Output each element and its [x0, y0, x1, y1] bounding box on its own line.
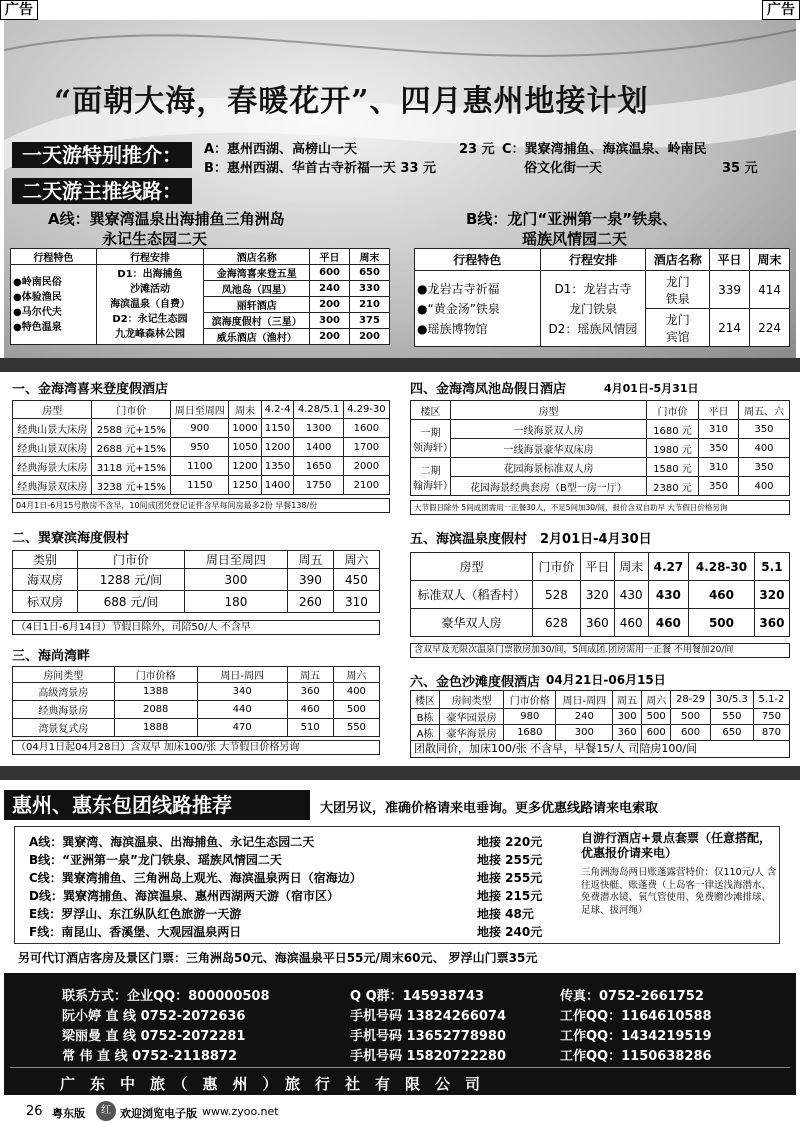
b-h-schedule: 行程安排 — [540, 249, 646, 271]
s6-h: 周六 — [642, 691, 671, 709]
a-h-hotel: 酒店名称 — [204, 249, 310, 265]
a-hotel-name: 威乐酒店（渔村） — [204, 329, 310, 345]
s3-cell: 400 — [333, 683, 379, 701]
s4-cell: 一线海景豪华双床房 — [451, 439, 647, 458]
s5-cell: 320 — [580, 581, 614, 609]
s5-cell: 460 — [614, 609, 648, 637]
s1-cell: 2588 元+15% — [92, 419, 171, 438]
line-a-table — [10, 248, 390, 345]
routes-side-title: 自游行酒店+景点套票（任意搭配，优惠报价请来电） — [581, 831, 772, 860]
s6-cell: 240 — [556, 709, 613, 725]
tickets-line: 另可代订酒店客房及景区门票：三角洲岛50元、海滨温泉平日55元/周末60元、 罗浮山门票35元 — [18, 951, 538, 965]
a-schedule: D1：出海捕鱼 沙滩活动 海滨温泉（自费） D2：永记生态园 九龙峰森林公园 — [96, 265, 204, 345]
a-hotel-name: 滨海度假村（三星） — [204, 313, 310, 329]
s6-cell: 300 — [613, 709, 642, 725]
s4-table — [410, 400, 790, 496]
one-day-a: A：惠州西湖、高榜山一天 — [204, 142, 358, 157]
b-hotel-weekend: 414 — [750, 271, 790, 309]
s6-h: 30/5.3 — [710, 691, 753, 709]
s5-cell: 360 — [580, 609, 614, 637]
s4-cell: 花园海景标准双人房 — [451, 458, 647, 477]
contact-text: 传真：0752-2661752 — [560, 989, 704, 1004]
route-price: 地接 215元 — [477, 889, 543, 903]
contact-text: 常 伟 直 线 0752-2118872 — [62, 1049, 237, 1064]
section-divider — [0, 766, 800, 780]
s5-h: 门市价 — [533, 553, 581, 581]
s4-h: 房型 — [451, 401, 647, 420]
s2-h: 周日至周四 — [184, 551, 287, 569]
s6-cell: 500 — [671, 709, 711, 725]
contact-text: 手机号码 15820722280 — [350, 1049, 507, 1064]
route-line: F线：南昆山、香溪堡、大观园温泉两日 — [29, 925, 242, 939]
a-hotel-weekday: 300 — [310, 313, 350, 329]
contact-text: 工作QQ：1150638286 — [560, 1049, 712, 1064]
s6-cell: 750 — [753, 709, 789, 725]
s4-cell: 一线海景双人房 — [451, 420, 647, 439]
s3-cell: 2088 — [114, 701, 197, 719]
s4-cell: 2380 元 — [647, 477, 699, 496]
s3-cell: 1888 — [114, 719, 197, 737]
b-features: ●龙岩古寺祈福 ●“黄金汤”铁泉 ●瑶族博物馆 — [415, 271, 541, 347]
a-hotel-weekday: 200 — [310, 329, 350, 345]
s5-cell: 528 — [533, 581, 581, 609]
s6-cell: 500 — [642, 709, 671, 725]
s4-cell: 一期 领海轩） — [411, 420, 451, 458]
s1-cell: 1150 — [171, 476, 229, 495]
section-divider — [0, 358, 800, 372]
s6-title: 六、金色沙滩度假酒店 — [410, 675, 541, 690]
contact-divider — [10, 1067, 790, 1068]
hero-title: “面朝大海，春暖花开”、四月惠州地接计划 — [54, 84, 649, 119]
b-h-hotel: 酒店名称 — [646, 249, 710, 271]
s3-note: （04月1日起04月28日）含双早 加床100/张 大节假日价格另询 — [12, 740, 380, 755]
s2-cell: 310 — [333, 591, 379, 613]
s1-cell: 经典海景双床房 — [13, 476, 92, 495]
s2-title: 二、巽寮滨海度假村 — [12, 531, 130, 546]
s1-note: 04月1日-6月15号散房不含早，10间成团凭登记证件含早每间房最多2份 早餐138/份 — [12, 498, 390, 513]
s1-cell: 1650 — [294, 457, 343, 476]
s4-cell: 350 — [739, 420, 790, 439]
contact-text: 工作QQ：1164610588 — [560, 1009, 712, 1024]
footer-url[interactable]: www.zyoo.net — [202, 1105, 279, 1118]
s2-note: （4日1日-6月14日）节假日除外，司陪50/人 不含早 — [12, 620, 380, 635]
s5-h: 4.28-30 — [689, 553, 755, 581]
b-hotel-weekday: 214 — [710, 309, 750, 347]
s1-cell: 1350 — [261, 457, 294, 476]
b-h-features: 行程特色 — [415, 249, 541, 271]
b-hotel-name: 龙门 铁泉 — [646, 271, 710, 309]
ad-label-right: 广告 — [762, 0, 800, 20]
b-hotel-weekday: 339 — [710, 271, 750, 309]
s3-cell: 470 — [197, 719, 287, 737]
b-h-weekday: 平日 — [710, 249, 750, 271]
s1-cell: 1600 — [343, 419, 389, 438]
s4-h: 平日 — [699, 401, 739, 420]
s4-title: 四、金海湾凤池岛假日酒店 — [410, 382, 567, 397]
s5-cell: 豪华双人房 — [411, 609, 533, 637]
s4-date: 4月01日-5月31日 — [604, 382, 699, 395]
s4-cell: 二期 翰海轩） — [411, 458, 451, 496]
route-price: 地接 255元 — [477, 871, 543, 885]
s5-h: 4.27 — [648, 553, 688, 581]
route-line: D线：巽寮湾捕鱼、海滨温泉、惠州西湖两天游（宿市区） — [29, 889, 339, 903]
company-name: 广 东 中 旅 （ 惠 州 ） 旅 行 社 有 限 公 司 — [60, 1075, 481, 1093]
s1-h: 4.2-4 — [261, 401, 294, 419]
s3-h: 周日-周四 — [197, 667, 287, 683]
s6-cell: 980 — [504, 709, 556, 725]
route-line: B线：“亚洲第一泉”龙门铁泉、瑶族风情园二天 — [29, 853, 282, 867]
route-price: 地接 240元 — [477, 925, 543, 939]
s4-cell: 1980 元 — [647, 439, 699, 458]
routes-box — [14, 826, 780, 944]
s6-cell: 550 — [710, 709, 753, 725]
s6-cell: 650 — [710, 725, 753, 741]
s1-h: 门市价 — [92, 401, 171, 419]
s2-cell: 标双房 — [13, 591, 78, 613]
contact-text: Q Q群：145938743 — [350, 989, 485, 1004]
s5-h: 5.1 — [754, 553, 789, 581]
contact-text: 工作QQ：1434219519 — [560, 1029, 712, 1044]
brand-logo-icon: 红 — [96, 1101, 116, 1121]
s1-cell: 1400 — [294, 438, 343, 457]
s2-cell: 1288 元/间 — [78, 569, 185, 591]
line-b-title: B线：龙门“亚洲第一泉”铁泉、 — [466, 210, 678, 228]
s5-title: 五、海滨温泉度假村 — [410, 532, 528, 547]
s1-cell: 经典山景大床房 — [13, 419, 92, 438]
s4-cell: 花园海景经典套房（B型一房一厅） — [451, 477, 647, 496]
s6-h: 楼区 — [411, 691, 440, 709]
s5-cell: 500 — [689, 609, 755, 637]
route-price: 地接 48元 — [477, 907, 534, 921]
s3-cell: 湾景复式房 — [13, 719, 115, 737]
s4-cell: 310 — [699, 458, 739, 477]
a-h-weekend: 周末 — [350, 249, 390, 265]
s5-cell: 430 — [614, 581, 648, 609]
s1-cell: 1700 — [343, 438, 389, 457]
s5-cell: 460 — [689, 581, 755, 609]
ad-label-left: 广告 — [0, 0, 38, 20]
s5-date: 2月01日-4月30日 — [540, 532, 652, 547]
s1-cell: 2000 — [343, 457, 389, 476]
s3-cell: 500 — [333, 701, 379, 719]
s1-table — [12, 400, 390, 495]
s6-h: 5.1-2 — [753, 691, 789, 709]
s3-cell: 1388 — [114, 683, 197, 701]
page-footer — [0, 1098, 800, 1125]
s5-cell: 标准双人（稻香村） — [411, 581, 533, 609]
line-b-title2: 瑶族风情园二天 — [522, 230, 628, 248]
s3-table — [12, 666, 380, 737]
s5-h: 周末 — [614, 553, 648, 581]
s1-cell: 1400 — [261, 476, 294, 495]
one-day-c-price: 35 元 — [722, 161, 758, 176]
s2-table — [12, 550, 380, 613]
s6-cell: B栋 — [411, 709, 440, 725]
s1-cell: 3238 元+15% — [92, 476, 171, 495]
s5-cell: 320 — [754, 581, 789, 609]
a-features: ●岭南民俗 ●体验渔民 ●马尔代夫 ●特色温泉 — [11, 265, 97, 345]
s4-note: 大节假日除外 5间成团需用一正餐30人，不足5间加30/间，报价含双自助早 大节假日价格另询 — [410, 500, 790, 515]
hero-banner — [4, 20, 796, 358]
route-line: E线：罗浮山、东江纵队红色旅游一天游 — [29, 907, 242, 921]
line-b-table — [414, 248, 790, 347]
s3-cell: 340 — [197, 683, 287, 701]
route-price: 地接 220元 — [477, 835, 543, 849]
s6-h: 周日-周四 — [556, 691, 613, 709]
route-price: 地接 255元 — [477, 853, 543, 867]
s4-cell: 1580 元 — [647, 458, 699, 477]
edition-label: 粤东版 — [52, 1107, 85, 1120]
s4-cell: 400 — [739, 477, 790, 496]
s1-cell: 1750 — [294, 476, 343, 495]
b-hotel-name: 龙门 宾馆 — [646, 309, 710, 347]
s6-cell: 600 — [642, 725, 671, 741]
contact-text: 手机号码 13824266074 — [350, 1009, 507, 1024]
s2-cell: 390 — [287, 569, 333, 591]
s1-cell: 1300 — [294, 419, 343, 438]
contact-text: 阮小婷 直 线 0752-2072636 — [62, 1009, 246, 1024]
s4-cell: 350 — [699, 439, 739, 458]
s1-title: 一、金海湾喜来登度假酒店 — [12, 382, 169, 397]
contact-text: 手机号码 13652778980 — [350, 1029, 507, 1044]
s6-cell: 豪华园景房 — [440, 709, 504, 725]
contact-text: 联系方式：企业QQ：800000508 — [62, 989, 270, 1004]
s3-cell: 高级湾景房 — [13, 683, 115, 701]
a-hotel-weekend: 210 — [350, 297, 390, 313]
s2-cell: 450 — [333, 569, 379, 591]
s5-cell: 628 — [533, 609, 581, 637]
s2-cell: 688 元/间 — [78, 591, 185, 613]
s2-h: 周五 — [287, 551, 333, 569]
s5-cell: 360 — [754, 609, 789, 637]
routes-subtitle: 大团另议，准确价格请来电垂询。更多优惠线路请来电索取 — [320, 801, 659, 816]
a-hotel-weekend: 330 — [350, 281, 390, 297]
a-hotel-name: 金海湾喜来登五星 — [204, 265, 310, 281]
s1-h: 4.29-30 — [343, 401, 389, 419]
two-day-pill: 二天游主推线路： — [12, 178, 192, 204]
s2-h: 门市价 — [78, 551, 185, 569]
s3-h: 房间类型 — [13, 667, 115, 683]
s3-h: 门市价格 — [114, 667, 197, 683]
s4-cell: 350 — [699, 477, 739, 496]
s6-cell: 1680 — [504, 725, 556, 741]
s1-cell: 3118 元+15% — [92, 457, 171, 476]
s1-cell: 2100 — [343, 476, 389, 495]
footer-text: 欢迎浏览电子版 — [120, 1107, 197, 1120]
route-line: A线：巽寮湾、海滨温泉、出海捕鱼、永记生态园二天 — [29, 835, 315, 849]
s3-h: 周六 — [333, 667, 379, 683]
s1-h: 周日至周四 — [171, 401, 229, 419]
s2-cell: 300 — [184, 569, 287, 591]
a-hotel-weekend: 200 — [350, 329, 390, 345]
a-h-weekday: 平日 — [310, 249, 350, 265]
route-line: C线：巽寮湾捕鱼、三角洲岛上观光、海滨温泉两日（宿海边） — [29, 871, 362, 885]
s2-h: 周六 — [333, 551, 379, 569]
s5-table — [410, 552, 790, 637]
one-day-c2: 俗文化街一天 — [524, 161, 603, 176]
s6-cell: 360 — [613, 725, 642, 741]
s6-date: 04月21日-06月15日 — [546, 673, 666, 687]
b-schedule: D1：龙岩古寺 龙门铁泉 D2：瑶族风情园 — [540, 271, 646, 347]
s3-cell: 460 — [287, 701, 333, 719]
s4-h: 门市价 — [647, 401, 699, 420]
s5-h: 房型 — [411, 553, 533, 581]
s1-cell: 经典海景大床房 — [13, 457, 92, 476]
s4-h: 周五、六 — [739, 401, 790, 420]
a-hotel-weekday: 600 — [310, 265, 350, 281]
s1-cell: 1000 — [229, 419, 261, 438]
routes-side-text: 三角洲海岛两日账蓬露营特价：仅110元/人 含往返快艇、账蓬费（上岛客一律送浅海潜水、免费潜水镜、氧气管使用、免费赠沙滩排球、足球、拔河绳） — [581, 867, 777, 916]
a-hotel-weekday: 240 — [310, 281, 350, 297]
s6-note: 团散同价，加床100/张 不含早，早餐15/人 司陪房100/间 — [410, 740, 790, 758]
s4-cell: 1680 元 — [647, 420, 699, 439]
s3-h: 周五 — [287, 667, 333, 683]
s6-h: 周五 — [613, 691, 642, 709]
one-day-pill: 一天游特别推介： — [12, 142, 192, 168]
s5-h: 平日 — [580, 553, 614, 581]
a-hotel-name: 丽轩酒店 — [204, 297, 310, 313]
s3-cell: 经典海景房 — [13, 701, 115, 719]
s2-cell: 260 — [287, 591, 333, 613]
s1-cell: 1150 — [261, 419, 294, 438]
s6-h: 门市价格 — [504, 691, 556, 709]
s1-h: 房型 — [13, 401, 92, 419]
b-h-weekend: 周末 — [750, 249, 790, 271]
s6-h: 房间类型 — [440, 691, 504, 709]
one-day-b: B：惠州西湖、华首古寺祈福一天 33 元 — [204, 161, 437, 176]
line-a-title2: 永记生态园二天 — [102, 230, 208, 248]
s5-note: 含双早及无限次温泉门票散房加30/间，5间成团.团房需用一正餐 不用餐加20/间 — [410, 643, 790, 658]
a-hotel-name: 凤池岛（四星） — [204, 281, 310, 297]
s1-cell: 1250 — [229, 476, 261, 495]
s4-h: 楼区 — [411, 401, 451, 420]
a-hotel-weekend: 650 — [350, 265, 390, 281]
contact-panel — [4, 973, 796, 1095]
s4-cell: 350 — [739, 458, 790, 477]
s3-cell: 510 — [287, 719, 333, 737]
s6-cell: 豪华海景房 — [440, 725, 504, 741]
s2-cell: 180 — [184, 591, 287, 613]
s1-cell: 2688 元+15% — [92, 438, 171, 457]
a-hotel-weekday: 200 — [310, 297, 350, 313]
s6-cell: A栋 — [411, 725, 440, 741]
a-h-features: 行程特色 — [11, 249, 97, 265]
s1-cell: 900 — [171, 419, 229, 438]
s6-h: 28-29 — [671, 691, 711, 709]
s2-cell: 海双房 — [13, 569, 78, 591]
s5-cell: 460 — [648, 609, 688, 637]
s1-cell: 1050 — [229, 438, 261, 457]
a-h-schedule: 行程安排 — [96, 249, 204, 265]
s3-cell: 440 — [197, 701, 287, 719]
s6-cell: 600 — [671, 725, 711, 741]
s1-cell: 1200 — [229, 457, 261, 476]
one-day-a-price: 23 元 — [459, 142, 495, 157]
s1-cell: 950 — [171, 438, 229, 457]
s3-cell: 360 — [287, 683, 333, 701]
s6-cell: 870 — [753, 725, 789, 741]
one-day-c: C：巽寮湾捕鱼、海滨温泉、岭南民 — [502, 142, 707, 157]
s3-title: 三、海尚湾畔 — [12, 649, 91, 664]
s1-cell: 1200 — [261, 438, 294, 457]
line-a-title: A线：巽寮湾温泉出海捕鱼三角洲岛 — [48, 210, 285, 228]
s6-cell: 300 — [556, 725, 613, 741]
contact-text: 梁丽曼 直 线 0752-2072281 — [62, 1029, 246, 1044]
s2-h: 类别 — [13, 551, 78, 569]
s4-cell: 400 — [739, 439, 790, 458]
s6-table — [410, 690, 790, 741]
routes-banner: 惠州、惠东包团线路推荐 — [4, 790, 310, 820]
page-number: 26 — [26, 1104, 43, 1119]
s3-cell: 550 — [333, 719, 379, 737]
b-hotel-weekend: 224 — [750, 309, 790, 347]
s1-h: 4.28/5.1 — [294, 401, 343, 419]
s4-cell: 310 — [699, 420, 739, 439]
s1-cell: 经典山景双床房 — [13, 438, 92, 457]
s5-cell: 430 — [648, 581, 688, 609]
a-hotel-weekend: 375 — [350, 313, 390, 329]
s1-h: 周末 — [229, 401, 261, 419]
s1-cell: 1100 — [171, 457, 229, 476]
